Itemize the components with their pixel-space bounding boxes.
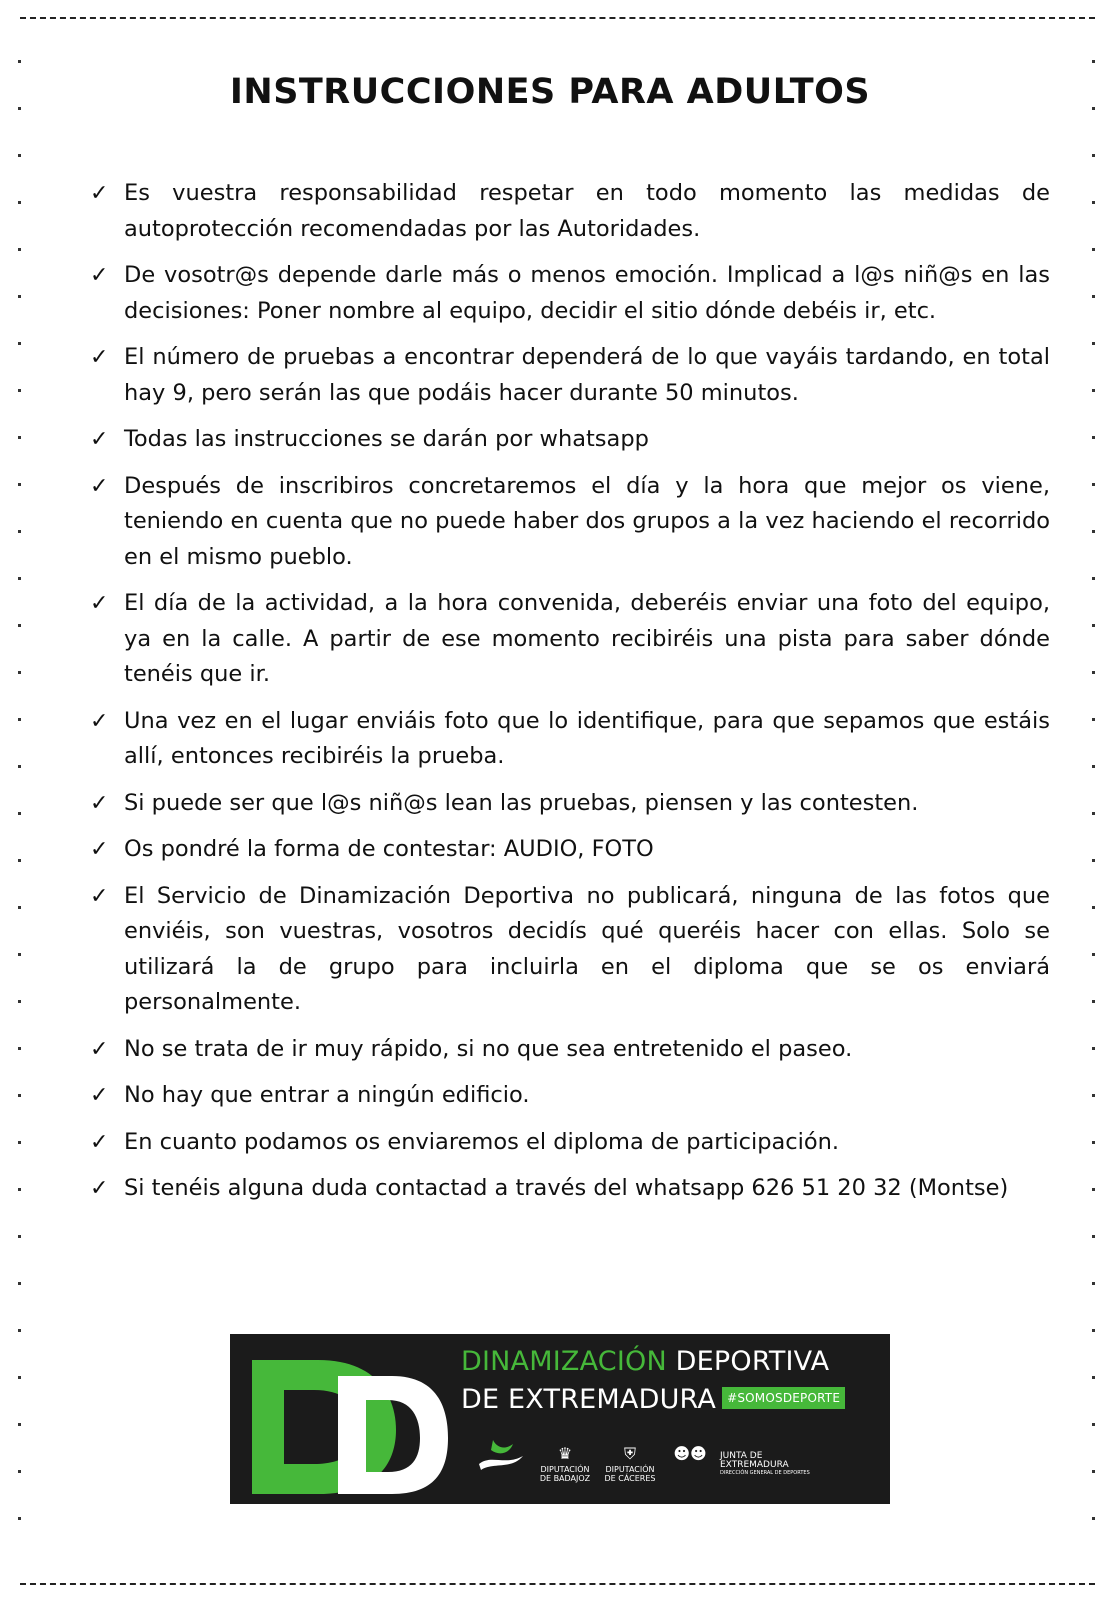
list-item: ✓ No hay que entrar a ningún edificio.	[90, 1078, 1050, 1114]
logo-line-2: DE EXTREMADURA #SOMOSDEPORTE	[461, 1384, 845, 1415]
dd-logo-icon	[230, 1334, 460, 1504]
list-item: ✓ El día de la actividad, a la hora convenida, deberéis enviar una foto del equipo, ya en la calle. A partir de ese momento recibiréis una pista para saber dónde tenéis que ir.	[90, 586, 1050, 693]
border-dot	[1092, 1188, 1095, 1191]
dashed-border-top	[20, 17, 1095, 19]
people-icon: ☻☻	[673, 1444, 707, 1463]
border-dot	[18, 1376, 21, 1379]
list-item: ✓ En cuanto podamos os enviaremos el diploma de participación.	[90, 1125, 1050, 1161]
check-icon: ✓	[90, 263, 109, 288]
check-icon: ✓	[90, 345, 109, 370]
border-dot	[18, 1329, 21, 1332]
border-dot	[1092, 201, 1095, 204]
border-dot	[18, 1282, 21, 1285]
border-dot	[1092, 718, 1095, 721]
border-dot	[18, 1141, 21, 1144]
border-dot	[1092, 530, 1095, 533]
border-dot	[1092, 154, 1095, 157]
border-dot	[1092, 1235, 1095, 1238]
hashtag-badge: #SOMOSDEPORTE	[722, 1387, 845, 1409]
border-dot	[18, 1235, 21, 1238]
border-dot	[1092, 1470, 1095, 1473]
border-dot	[18, 906, 21, 909]
border-dot	[1092, 577, 1095, 580]
page-title: INSTRUCCIONES PARA ADULTOS	[229, 72, 871, 112]
check-icon: ✓	[90, 1176, 109, 1201]
border-dot	[1092, 436, 1095, 439]
border-dot	[1092, 389, 1095, 392]
check-icon: ✓	[90, 837, 109, 862]
check-icon: ✓	[90, 473, 109, 499]
border-dot	[18, 60, 21, 63]
people-emblem	[665, 1446, 715, 1465]
border-dot	[18, 577, 21, 580]
border-dot	[1092, 812, 1095, 815]
border-dot	[18, 812, 21, 815]
border-dot	[1092, 1517, 1095, 1520]
border-dot	[18, 154, 21, 157]
border-dot	[1092, 1047, 1095, 1050]
dotted-border-left	[18, 30, 22, 1570]
border-dot	[18, 624, 21, 627]
border-dot	[1092, 1376, 1095, 1379]
border-dot	[18, 671, 21, 674]
list-item: ✓ El Servicio de Dinamización Deportiva no publicará, ninguna de las fotos que enviéis, son vuestras, vosotros decidís qué queréis hacer con ellas. Solo se utilizará la de grupo para incluirla en el diploma que se os enviará personalmente.	[90, 879, 1050, 1021]
border-dot	[1092, 1282, 1095, 1285]
border-dot	[18, 295, 21, 298]
dinamizacion-deportiva-logo	[230, 1334, 890, 1504]
border-dot	[1092, 295, 1095, 298]
list-item: ✓ No se trata de ir muy rápido, si no que sea entretenido el paseo.	[90, 1032, 1050, 1068]
border-dot	[18, 953, 21, 956]
border-dot	[1092, 1094, 1095, 1097]
check-icon: ✓	[90, 1129, 109, 1155]
instructions-list	[90, 176, 1050, 1218]
border-dot	[1092, 483, 1095, 486]
border-dot	[18, 248, 21, 251]
check-icon: ✓	[90, 883, 109, 909]
border-dot	[18, 1094, 21, 1097]
list-item: ✓ Todas las instrucciones se darán por whatsapp	[90, 422, 1050, 458]
list-item: ✓ Si puede ser que l@s niñ@s lean las pruebas, piensen y las contesten.	[90, 786, 1050, 822]
border-dot	[18, 483, 21, 486]
border-dot	[18, 718, 21, 721]
diputacion-caceres: ⛨ DIPUTACIÓN DE CÁCERES	[600, 1446, 660, 1483]
border-dot	[18, 530, 21, 533]
border-dot	[18, 1000, 21, 1003]
border-dot	[18, 201, 21, 204]
check-icon: ✓	[90, 708, 109, 734]
list-item: ✓ Si tenéis alguna duda contactad a través del whatsapp 626 51 20 32 (Montse)	[90, 1171, 1050, 1207]
border-dot	[18, 1517, 21, 1520]
check-icon: ✓	[90, 427, 109, 452]
border-dot	[1092, 248, 1095, 251]
list-item: ✓ Después de inscribiros concretaremos el día y la hora que mejor os viene, teniendo en cuenta que no puede haber dos grupos a la vez haciendo el recorrido en el mismo pueblo.	[90, 469, 1050, 576]
dashed-border-bottom	[20, 1583, 1095, 1585]
border-dot	[1092, 765, 1095, 768]
border-dot	[18, 436, 21, 439]
border-dot	[18, 389, 21, 392]
list-item: ✓ Es vuestra responsabilidad respetar en todo momento las medidas de autoprotección recomendadas por las Autoridades.	[90, 176, 1050, 247]
border-dot	[1092, 1141, 1095, 1144]
border-dot	[18, 1188, 21, 1191]
border-dot	[18, 342, 21, 345]
shield-icon: ⛨	[623, 1444, 636, 1463]
border-dot	[1092, 859, 1095, 862]
border-dot	[1092, 671, 1095, 674]
border-dot	[1092, 1329, 1095, 1332]
border-dot	[18, 765, 21, 768]
wave-icon	[475, 1436, 527, 1476]
border-dot	[1092, 342, 1095, 345]
border-dot	[1092, 1423, 1095, 1426]
border-dot	[1092, 953, 1095, 956]
border-dot	[18, 859, 21, 862]
dotted-border-right	[1092, 30, 1096, 1570]
list-item: ✓ De vosotr@s depende darle más o menos emoción. Implicad a l@s niñ@s en las decisiones: Poner nombre al equipo, decidir el sitio dónde debéis ir, etc.	[90, 258, 1050, 329]
diputacion-badajoz: ♛ DIPUTACIÓN DE BADAJOZ	[535, 1446, 595, 1483]
crown-shield-icon: ♛	[557, 1444, 573, 1463]
logo-line-1: DINAMIZACIÓN DEPORTIVA	[461, 1346, 830, 1377]
border-dot	[1092, 624, 1095, 627]
check-icon: ✓	[90, 790, 109, 816]
border-dot	[18, 1423, 21, 1426]
border-dot	[18, 1470, 21, 1473]
border-dot	[1092, 906, 1095, 909]
border-dot	[18, 1047, 21, 1050]
check-icon: ✓	[90, 1036, 109, 1062]
list-item: ✓ Una vez en el lugar enviáis foto que lo identifique, para que sepamos que estáis allí, entonces recibiréis la prueba.	[90, 704, 1050, 775]
junta-extremadura: JUNTA DE EXTREMADURA DIRECCIÓN GENERAL DE DEPORTES	[720, 1451, 810, 1476]
list-item: ✓ El número de pruebas a encontrar dependerá de lo que vayáis tardando, en total hay 9, pero serán las que podáis hacer durante 50 minutos.	[90, 340, 1050, 411]
check-icon: ✓	[90, 1083, 109, 1108]
check-icon: ✓	[90, 181, 109, 206]
border-dot	[1092, 1000, 1095, 1003]
check-icon: ✓	[90, 591, 109, 616]
list-item: ✓ Os pondré la forma de contestar: AUDIO, FOTO	[90, 832, 1050, 868]
border-dot	[1092, 60, 1095, 63]
